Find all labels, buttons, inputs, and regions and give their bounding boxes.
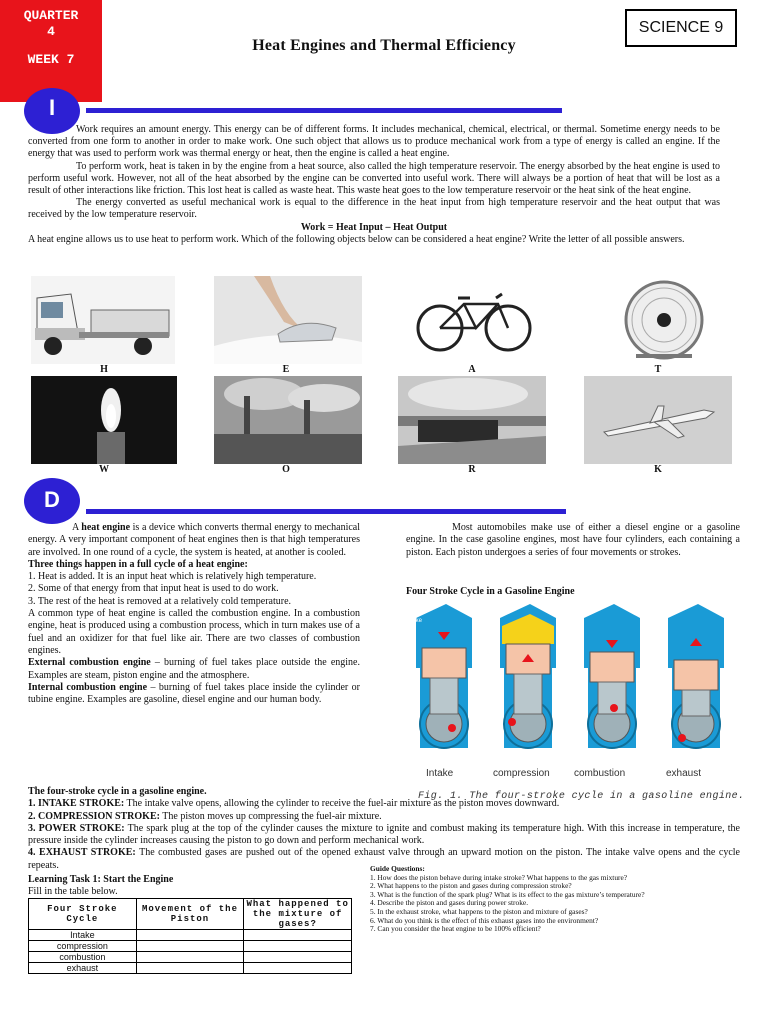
stroke-heading: The four-stroke cycle in a gasoline engine. bbox=[28, 786, 207, 797]
airplane-image bbox=[584, 376, 732, 464]
truck-image bbox=[31, 276, 175, 364]
task-instruction: Fill in the table below. bbox=[28, 886, 118, 897]
section-i-marker: I bbox=[24, 88, 80, 134]
bicycle-image bbox=[398, 276, 548, 364]
section-d-rule bbox=[86, 509, 566, 514]
quarter-number: 4 bbox=[47, 24, 55, 39]
table-row bbox=[29, 963, 352, 974]
guide-question-7: 7. Can you consider the heat engine to be 100% efficient? bbox=[370, 924, 541, 934]
quarter-label: QUARTER bbox=[23, 8, 79, 23]
table-row bbox=[29, 952, 352, 963]
intake-cylinder bbox=[416, 604, 472, 748]
def-term: heat engine bbox=[81, 522, 131, 533]
stage-compression: compression bbox=[493, 768, 550, 779]
guide-question-3: 3. What is the function of the spark plug? What is its effect to the gas mixture’s temperature? bbox=[370, 889, 645, 899]
intake-stroke-term: 1. INTAKE STROKE: bbox=[28, 798, 125, 810]
header-stroke-cycle: Four Stroke Cycle bbox=[29, 899, 137, 930]
row-intake-gas-cell[interactable] bbox=[244, 930, 352, 941]
row-intake-label: Intake bbox=[29, 930, 137, 941]
three-things-heading: Three things happen in a full cycle of a heat engine: bbox=[28, 558, 248, 570]
intro-paragraph-1: Work requires an amount energy. This energy can be of different forms. It includes mechanical, chemical, electrical, or thermal. Sometime energy needs to be converted from one form to another in order to make work. One such object that allows us to produce mechanical work from a type of energy is called an engine. If the energy that was used to perform work was thermal energy or heat, then the engine is called a heat engine. bbox=[28, 124, 720, 160]
image-label-o: O bbox=[282, 464, 290, 475]
task-table bbox=[28, 898, 352, 974]
intro-paragraph-2: To perform work, heat is taken in by the engine from a heat source, also called the high temperature reservoir. The energy absorbed by the heat engine is used to perform useful work. However, not all of the heat absorbed by the engine can be converted into useful work. There will always be a portion of heat that will be lost as a result of other interactions like friction. This lost heat is called as waste heat. This waste heat goes to the low temperature reservoir or the heat sink of the heat engine. bbox=[28, 160, 720, 197]
stage-exhaust: exhaust bbox=[666, 768, 702, 779]
heat-engine-definition bbox=[28, 522, 360, 559]
image-label-h: H bbox=[100, 364, 108, 375]
power-stroke-text: The spark plug at the top of the cylinder causes the mixture to ignite and combust making its temperature high. With this increase in temperature, the pressure inside the cylinder increases causing the piston to go down and perform mechanical work. bbox=[28, 822, 740, 847]
row-combustion-gas-cell[interactable] bbox=[244, 952, 352, 963]
row-combustion-piston-cell[interactable] bbox=[136, 952, 244, 963]
guide-question-1: 1. How does the piston behave during intake stroke? What happens to the gas mixture? bbox=[370, 872, 628, 882]
heat-engine-column bbox=[28, 522, 360, 706]
section-i-text bbox=[28, 124, 720, 246]
figure-caption: Fig. 1. The four-stroke cycle in a gasoline engine. bbox=[418, 791, 745, 802]
section-i-rule bbox=[86, 108, 562, 113]
four-stroke-figure bbox=[400, 604, 740, 764]
image-label-t: T bbox=[654, 364, 662, 375]
guide-questions bbox=[370, 865, 750, 934]
compression-stroke-term: 2. COMPRESSION STROKE: bbox=[28, 810, 160, 822]
exhaust-cylinder bbox=[668, 604, 724, 748]
stage-intake: Intake bbox=[426, 768, 454, 779]
work-formula: Work = Heat Input – Heat Output bbox=[300, 221, 448, 233]
compression-stroke bbox=[28, 811, 740, 823]
airplane-icon bbox=[584, 376, 732, 464]
external-term: External combustion engine bbox=[28, 657, 151, 669]
fan-icon bbox=[584, 276, 732, 364]
automobile-column bbox=[406, 522, 740, 559]
task-title: Learning Task 1: Start the Engine bbox=[28, 874, 174, 885]
stroke-descriptions bbox=[28, 786, 740, 872]
compression-stroke-text: The piston moves up compressing the fuel-air mixture. bbox=[159, 810, 382, 822]
guide-question-4: 4. Describe the piston and gases during power stroke. bbox=[370, 898, 529, 908]
candle-image bbox=[31, 376, 177, 464]
bicycle-icon bbox=[398, 276, 548, 364]
factory-icon bbox=[214, 376, 362, 464]
image-label-r: R bbox=[468, 464, 476, 475]
power-stroke-term: 3. POWER STROKE: bbox=[28, 822, 125, 834]
intake-stroke bbox=[28, 798, 740, 810]
table-row bbox=[29, 930, 352, 941]
exhaust-stroke-text: The combusted gases are pushed out of the opened exhaust valve through an upward motion on the piston. The intake valve opens and the cycle repeats. bbox=[28, 847, 740, 871]
train-icon bbox=[398, 376, 546, 464]
automobile-paragraph: Most automobiles make use of either a diesel engine or a gasoline engine. In the case gasoline engines, most have four cylinders, each containing a piston. Each piston undergoes a series of four movements or strokes. bbox=[406, 522, 740, 558]
truck-icon bbox=[31, 276, 175, 364]
row-intake-piston-cell[interactable] bbox=[136, 930, 244, 941]
intake-stroke-text: The intake valve opens, allowing the cylinder to receive the fuel-air mixture as the piston moves downward. bbox=[124, 798, 560, 810]
guide-question-6: 6. What do you think is the effect of this exhaust gases into the environment? bbox=[370, 915, 599, 925]
image-label-a: A bbox=[468, 364, 476, 375]
section-d-marker: D bbox=[24, 478, 80, 524]
intake-tag: intake bbox=[406, 618, 423, 624]
def-text: is a device which converts thermal energy to mechanical energy. A very important component of heat engines then is that high temperatures are involved. In one round of a cycle, the system is heated, at another is cooled. bbox=[28, 522, 360, 558]
combustion-cylinder bbox=[584, 604, 640, 748]
intro-paragraph-3: The energy converted as useful mechanical work is equal to the difference in the heat input from high temperature reservoir and the heat output that was received by the low temperature reservoir. bbox=[28, 197, 720, 221]
heat-engine-question: A heat engine allows us to use heat to perform work. Which of the following objects below can be considered a heat engine? Write the letter of all possible answers. bbox=[28, 233, 685, 245]
def-prefix: A bbox=[72, 522, 82, 533]
three-things-3: 3. The rest of the heat is removed at a relatively cold temperature. bbox=[28, 595, 292, 607]
combustion-paragraph: A common type of heat engine is called the combustion engine. In a combustion engine, heat is produced using a combustion process, which in turn makes use of a fuel and an oxidizer for that fuel like air. There are two classes of combustion engines. bbox=[28, 608, 360, 656]
iron-icon bbox=[214, 276, 362, 364]
page-title: Heat Engines and Thermal Efficiency bbox=[252, 37, 516, 54]
external-text: – burning of fuel takes place outside the engine. Examples are steam, piston engine and the atmosphere. bbox=[28, 657, 360, 681]
guide-question-2: 2. What happens to the piston and gases during compression stroke? bbox=[370, 881, 572, 891]
fan-image bbox=[584, 276, 732, 364]
subject-box: SCIENCE 9 bbox=[625, 9, 737, 47]
row-exhaust-gas-cell[interactable] bbox=[244, 963, 352, 974]
guide-title: Guide Questions: bbox=[370, 864, 425, 873]
row-exhaust-label: exhaust bbox=[29, 963, 137, 974]
header-piston-movement: Movement of the Piston bbox=[136, 899, 244, 930]
week-label: WEEK 7 bbox=[27, 52, 75, 67]
image-label-k: K bbox=[654, 464, 662, 475]
row-compression-gas-cell[interactable] bbox=[244, 941, 352, 952]
image-label-e: E bbox=[282, 364, 290, 375]
row-combustion-label: combustion bbox=[29, 952, 137, 963]
row-exhaust-piston-cell[interactable] bbox=[136, 963, 244, 974]
three-things-1: 1. Heat is added. It is an input heat which is relatively high temperature. bbox=[28, 571, 317, 583]
external-combustion bbox=[28, 657, 360, 682]
figure-title: Four Stroke Cycle in a Gasoline Engine bbox=[406, 586, 575, 597]
exhaust-stroke-term: 4. EXHAUST STROKE: bbox=[28, 847, 136, 859]
internal-text: – burning of fuel takes place inside the cylinder or tubine engine. Examples are gasoline, diesel engine and our human body. bbox=[28, 681, 361, 706]
image-label-w: W bbox=[99, 464, 109, 475]
iron-image bbox=[214, 276, 362, 364]
internal-term: Internal combustion engine bbox=[28, 681, 148, 693]
factory-image bbox=[214, 376, 362, 464]
candle-icon bbox=[31, 376, 177, 464]
train-image bbox=[398, 376, 546, 464]
three-things-2: 2. Some of that energy from that input heat is used to do work. bbox=[28, 583, 279, 595]
table-row bbox=[29, 941, 352, 952]
compression-cylinder bbox=[500, 604, 556, 748]
guide-question-5: 5. In the exhaust stroke, what happens to the piston and mixture of gases? bbox=[370, 906, 588, 916]
row-compression-label: compression bbox=[29, 941, 137, 952]
internal-combustion bbox=[28, 682, 360, 707]
stage-combustion: combustion bbox=[574, 768, 626, 779]
header-gas-mixture: What happened to the mixture of gases? bbox=[244, 899, 352, 930]
row-compression-piston-cell[interactable] bbox=[136, 941, 244, 952]
power-stroke bbox=[28, 823, 740, 848]
